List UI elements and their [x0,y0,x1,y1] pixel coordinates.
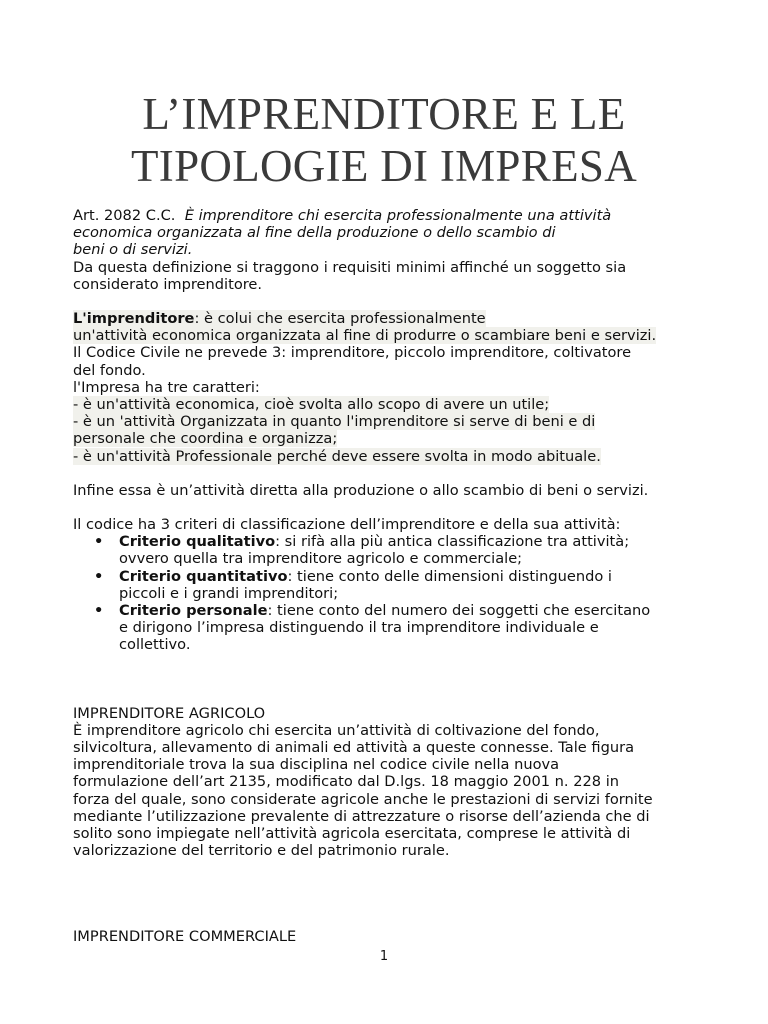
criterio-text: e dirigono l’impresa distinguendo il tra imprenditore individuale e [119,619,599,637]
paragraph-line: del fondo. [73,361,146,379]
criterio-text: : si rifà alla più antica classificazione tra attività; [275,533,630,551]
paragraph-line: È imprenditore agricolo chi esercita un’attività di coltivazione del fondo, [73,721,600,739]
section-heading-commerciale: IMPRENDITORE COMMERCIALE [73,927,297,945]
article-quote: È imprenditore chi esercita professionalmente una attività [184,207,612,224]
paragraph-line: imprenditoriale trova la sua disciplina nel codice civile nella nuova [73,756,560,774]
paragraph-line: mediante l’utilizzazione prevalente di attrezzature o risorse dell’azienda che di [73,807,650,825]
definition-text: : è colui che esercita professionalmente [194,310,486,328]
criterio-text: : tiene conto delle dimensioni distinguendo i [287,567,612,585]
list-item [73,568,713,602]
caratteri-text: personale che coordina e organizza; [73,430,338,448]
bullet-icon: • [94,567,104,585]
section-heading-agricolo: IMPRENDITORE AGRICOLO [73,704,266,722]
criterio-term: Criterio qualitativo [119,533,276,551]
criterio-term: Criterio personale [119,602,268,620]
title-line: L’IMPRENDITORE E LE [142,89,626,139]
paragraph-line: silvicoltura, allevamento di animali ed attività a queste connesse. Tale figura [73,739,635,757]
caratteri-text: - è un'attività economica, cioè svolta allo scopo di avere un utile; [73,396,550,414]
paragraph-line: Da questa definizione si traggono i requisiti minimi affinché un soggetto sia [73,258,627,276]
paragraph-line: l'Impresa ha tre caratteri: [73,378,260,396]
paragraph-line: considerato imprenditore. [73,275,263,293]
definition-text: un'attività economica organizzata al fine di produrre o scambiare beni e servizi. [73,327,657,345]
definition-line [73,327,713,344]
criterio-term: Criterio quantitativo [119,567,288,585]
criterio-text: collettivo. [119,636,191,654]
bullet-icon: • [94,602,104,620]
article-line [73,207,713,224]
caratteri-text: - è un 'attività Organizzata in quanto l'imprenditore si serve di beni e di [73,413,596,431]
criteria-list [73,533,713,653]
criterio-text: ovvero quella tra imprenditore agricolo e commerciale; [119,550,523,568]
paragraph-line: Il Codice Civile ne prevede 3: imprenditore, piccolo imprenditore, coltivatore [73,344,632,362]
caratteri-line [73,396,713,413]
article-quote: beni o di servizi. [73,241,193,259]
paragraph-line: solito sono impiegate nell’attività agricola esercitata, comprese le attività di [73,825,631,843]
document-title [0,88,768,192]
definition-line [73,310,713,327]
paragraph-line: forza del quale, sono considerate agricole anche le prestazioni di servizi fornite [73,790,653,808]
document-body [73,207,713,945]
caratteri-line [73,430,713,447]
paragraph-line: Infine essa è un’attività diretta alla produzione o allo scambio di beni o servizi. [73,481,649,499]
page-number: 1 [379,949,389,964]
definition-term: L'imprenditore [73,310,195,328]
criterio-text: : tiene conto del numero dei soggetti che esercitano [267,602,651,620]
caratteri-text: - è un'attività Professionale perché deve essere svolta in modo abituale. [73,447,601,465]
article-ref: Art. 2082 C.C. [73,207,176,224]
list-item [73,533,713,567]
criteri-intro: Il codice ha 3 criteri di classificazione dell’imprenditore e della sua attività: [73,516,621,534]
paragraph-line: valorizzazione del territorio e del patrimonio rurale. [73,842,450,860]
caratteri-line [73,448,713,465]
title-line: TIPOLOGIE DI IMPRESA [131,141,637,191]
criterio-text: piccoli e i grandi imprenditori; [119,584,339,602]
caratteri-line [73,413,713,430]
article-quote: economica organizzata al fine della produzione o dello scambio di [73,224,556,242]
bullet-icon: • [94,533,104,551]
list-item [73,602,713,654]
paragraph-line: formulazione dell’art 2135, modificato dal D.lgs. 18 maggio 2001 n. 228 in [73,773,620,791]
